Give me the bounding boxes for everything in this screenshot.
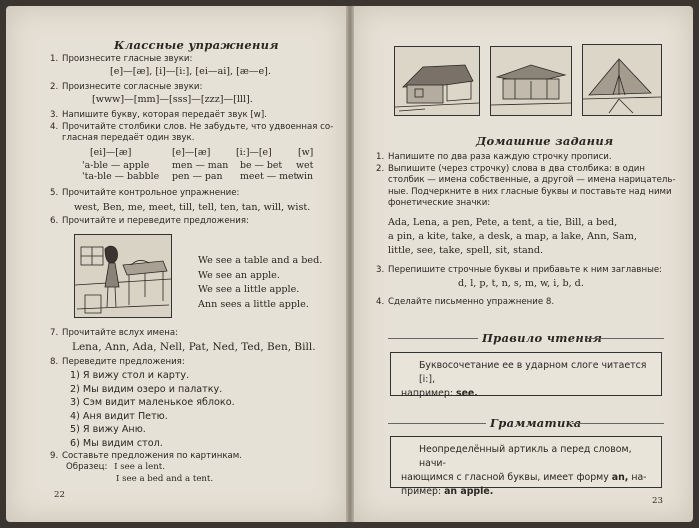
exercise-3: 3. Напишите букву, которая передаёт звук [w].	[50, 110, 267, 120]
illustration-shed	[490, 46, 572, 116]
illustration-house	[394, 46, 480, 116]
translation-item: 4) Аня видит Петю.	[70, 410, 168, 422]
word-pair: be — bet	[240, 160, 283, 171]
exercise-4: 4. Прочитайте столбики слов. Не забудьте, что удвоенная со-	[50, 122, 334, 132]
exercise-8-items	[70, 369, 235, 451]
homework-3-letters: d, l, p, t, n, s, m, w, i, b, d.	[458, 278, 584, 289]
homework-title: Домашние задания	[476, 134, 614, 148]
sentence: We see a little apple.	[198, 284, 300, 295]
sentence: Ann sees a little apple.	[198, 298, 309, 310]
translation-item: 6) Мы видим стол.	[70, 437, 163, 449]
exercise-2-sounds: [www]—[mm]—[sss]—[zzz]—[lll].	[92, 94, 253, 105]
class-exercises-title: Классные упражнения	[114, 38, 279, 52]
exercise-5: 5. Прочитайте контрольное упражнение:	[50, 188, 240, 198]
exercise-7: 7. Прочитайте вслух имена:	[50, 328, 179, 338]
word-column-1	[82, 160, 159, 182]
exercise-1: 1. Произнесите гласные звуки:	[50, 54, 193, 64]
reading-rule-box: Буквосочетание ee в ударном слоге читается [i:], например: see.	[390, 352, 662, 396]
word-pair: win	[296, 171, 314, 182]
exercise-9-sample: Образец: I see a lent.	[66, 462, 165, 472]
exercise-6: 6. Прочитайте и переведите предложения:	[50, 216, 249, 226]
house-drawing	[395, 47, 479, 115]
exercise-4-line2: гласная передаёт один звук.	[62, 133, 195, 143]
girl-table-drawing	[75, 235, 171, 317]
exercise-9: 9. Составьте предложения по картинкам.	[50, 451, 242, 461]
exercise-6-sentences	[198, 254, 322, 312]
divider-right-2	[572, 423, 664, 424]
homework-3: 3. Перепишите строчные буквы и прибавьте к ним заглавные:	[376, 265, 663, 275]
word-column-3	[240, 160, 297, 182]
tent-drawing	[583, 45, 661, 115]
grammar-title: Грамматика	[490, 416, 582, 430]
reading-rule-title: Правило чтения	[482, 331, 603, 345]
page-number-right: 23	[652, 496, 663, 506]
word-column-4	[296, 160, 313, 182]
divider-left-2	[388, 423, 486, 424]
homework-2-words: Ada, Lena, a pen, Pete, a tent, a tie, Bill, a bed, a pin, a kite, take, a desk, a map, a lake, Ann, Sam, little, see, take, spell, sit, stand.	[388, 217, 637, 256]
right-page	[354, 6, 693, 522]
word-pair: pen — pan	[172, 171, 223, 182]
exercise-5-words: west, Ben, me, meet, till, tell, ten, tan, will, wist.	[74, 202, 311, 213]
translation-item: 3) Сэм видит маленькое яблоко.	[70, 397, 235, 409]
exercise-1-sounds: [e]—[æ], [i]—[i:], [ei—ai], [æ—e].	[110, 66, 271, 77]
translation-item: 2) Мы видим озеро и палатку.	[70, 383, 223, 395]
word-pair: meet — met	[240, 171, 298, 182]
sentence: We see an apple.	[198, 269, 280, 281]
word-pair: men — man	[172, 160, 229, 171]
grammar-rule-box: Неопределённый артикль a перед словом, начи- нающимся с гласной буквы, имеет форму an, на- пример: an apple.	[390, 436, 662, 488]
shed-drawing	[491, 47, 571, 115]
exercise-9-sample-2: I see a bed and a tent.	[116, 474, 214, 484]
word-pair: 'a-ble — apple	[82, 160, 150, 171]
phonetic-header-3: [i:]—[e]	[236, 147, 272, 158]
exercise-2: 2. Произнесите согласные звуки:	[50, 82, 203, 92]
divider-left	[388, 338, 478, 339]
word-column-2	[172, 160, 228, 182]
translation-item: 1) Я вижу стол и карту.	[70, 370, 190, 381]
exercise-7-names: Lena, Ann, Ada, Nell, Pat, Ned, Ted, Ben, Bill.	[72, 341, 316, 353]
word-pair: wet	[296, 160, 314, 171]
phonetic-header-4: [w]	[298, 147, 314, 158]
phonetic-header-1: [ei]—[æ]	[90, 147, 132, 158]
illustration-girl-at-table	[74, 234, 172, 318]
exercise-8: 8. Переведите предложения:	[50, 357, 185, 367]
homework-4: 4. Сделайте письменно упражнение 8.	[376, 297, 555, 307]
book-gutter	[346, 6, 354, 522]
divider-right	[586, 338, 664, 339]
homework-1: 1. Напишите по два раза каждую строчку прописи.	[376, 152, 612, 162]
left-page	[6, 6, 346, 522]
phonetic-header-2: [e]—[æ]	[172, 147, 211, 158]
homework-2: 2. Выпишите (через строчку) слова в два столбика: в один столбик — имена собственные, а другой — имена нарицатель- ные. Подчеркните в них гласные буквы и поставьте над ними фонетические значки:	[376, 164, 676, 209]
word-pair: 'ta-ble — babble	[82, 171, 160, 182]
illustration-tent	[582, 44, 662, 116]
translation-item: 5) Я вижу Аню.	[70, 424, 146, 436]
sentence: We see a table and a bed.	[198, 255, 323, 266]
page-number-left: 22	[54, 490, 65, 500]
